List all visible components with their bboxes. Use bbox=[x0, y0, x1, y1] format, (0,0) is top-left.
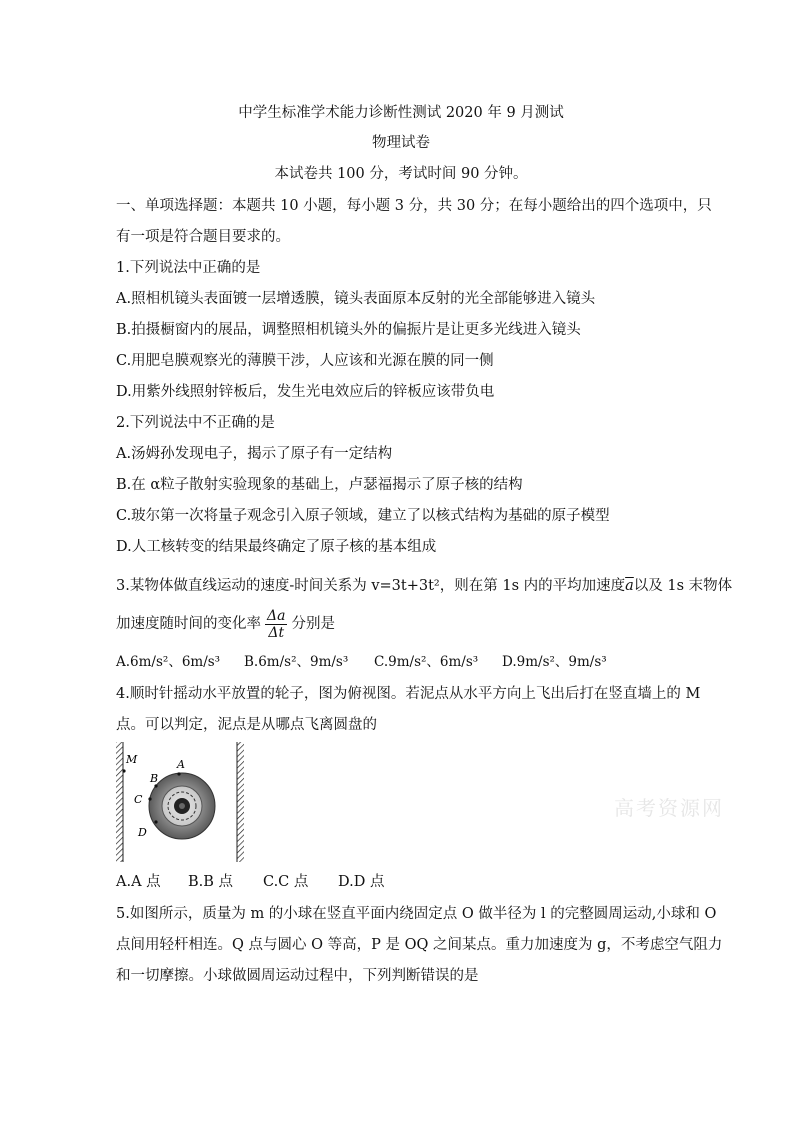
label-b: B bbox=[150, 772, 159, 785]
wheel-figure bbox=[112, 740, 252, 864]
right-wall bbox=[237, 742, 244, 862]
q3-option-b: B.6m/s²、9m/s³ bbox=[244, 654, 349, 670]
left-wall bbox=[116, 742, 123, 862]
label-m: M bbox=[126, 753, 138, 766]
q2-stem: 2.下列说法中不正确的是 bbox=[116, 415, 275, 431]
q1-option-b: B.拍摄橱窗内的展品，调整照相机镜头外的偏振片是让更多光线进入镜头 bbox=[116, 322, 581, 338]
point-a-dot bbox=[177, 772, 180, 775]
q3-option-d: D.9m/s²、9m/s³ bbox=[502, 654, 607, 670]
q5-stem-line2: 点间用轻杆相连。Q 点与圆心 O 等高，P 是 OQ 之间某点。重力加速度为 g，不考虑空气阻力 bbox=[116, 937, 723, 953]
section-intro-line1: 一、单项选择题：本题共 10 小题，每小题 3 分，共 30 分；在每小题给出的四个选项中，只 bbox=[116, 198, 712, 214]
q4-stem-line2: 点。可以判定，泥点是从哪点飞离圆盘的 bbox=[116, 717, 377, 733]
q3-option-a: A.6m/s²、6m/s³ bbox=[116, 654, 221, 670]
q3-fraction-denominator: Δt bbox=[268, 624, 285, 641]
q4-option-b: B.B 点 bbox=[188, 874, 234, 890]
label-a: A bbox=[177, 758, 185, 771]
q3-stem-line2 bbox=[116, 606, 686, 642]
q3-stem-part2: 以及 1s 末物体 bbox=[633, 578, 733, 594]
q4-option-c: C.C 点 bbox=[263, 874, 309, 890]
q5-stem-line1: 5.如图所示，质量为 m 的小球在竖直平面内绕固定点 O 做半径为 l 的完整圆周运动,小球和 O bbox=[116, 906, 717, 922]
wheel-axle bbox=[179, 803, 185, 809]
q2-option-a: A.汤姆孙发现电子，揭示了原子有一定结构 bbox=[116, 446, 393, 462]
q1-option-a: A.照相机镜头表面镀一层增透膜，镜头表面原本反射的光全部能够进入镜头 bbox=[116, 291, 596, 307]
q2-option-b: B.在 α粒子散射实验现象的基础上，卢瑟福揭示了原子核的结构 bbox=[116, 477, 523, 493]
exam-subject: 物理试卷 bbox=[372, 135, 430, 151]
exam-title: 中学生标准学术能力诊断性测试 2020 年 9 月测试 bbox=[238, 105, 564, 121]
q3-options bbox=[116, 652, 686, 672]
point-d-dot bbox=[154, 820, 157, 823]
q3-line2-part1: 加速度随时间的变化率 bbox=[116, 616, 261, 632]
q3-abar-symbol: $\overline{a}$ bbox=[625, 578, 634, 594]
q5-stem-line3: 和一切摩擦。小球做圆周运动过程中，下列判断错误的是 bbox=[116, 968, 479, 984]
q1-stem: 1.下列说法中正确的是 bbox=[116, 260, 261, 276]
q3-fraction bbox=[265, 608, 287, 641]
wheel-diagram bbox=[112, 740, 252, 864]
q4-stem-line1: 4.顺时针摇动水平放置的轮子，图为俯视图。若泥点从水平方向上飞出后打在竖直墙上的 M bbox=[116, 686, 701, 702]
q1-option-d: D.用紫外线照射锌板后，发生光电效应后的锌板应该带负电 bbox=[116, 384, 495, 400]
point-m-dot bbox=[122, 769, 125, 772]
q4-option-a: A.A 点 bbox=[116, 874, 161, 890]
q3-fraction-numerator: Δa bbox=[267, 607, 286, 624]
section-intro-line2: 有一项是符合题目要求的。 bbox=[116, 229, 290, 245]
q3-line2-part2: 分别是 bbox=[291, 616, 335, 632]
label-c: C bbox=[134, 793, 143, 806]
q4-options bbox=[116, 872, 686, 892]
q3-stem-line1 bbox=[116, 576, 733, 596]
point-c-dot bbox=[148, 797, 151, 800]
label-d: D bbox=[138, 826, 147, 839]
q1-option-c: C.用肥皂膜观察光的薄膜干涉，人应该和光源在膜的同一侧 bbox=[116, 353, 494, 369]
q2-option-d: D.人工核转变的结果最终确定了原子核的基本组成 bbox=[116, 539, 437, 555]
q3-stem-part1: 3.某物体做直线运动的速度-时间关系为 v=3t+3t²，则在第 1s 内的平均加速度 bbox=[116, 578, 626, 594]
exam-note: 本试卷共 100 分，考试时间 90 分钟。 bbox=[274, 166, 528, 182]
q2-option-c: C.玻尔第一次将量子观念引入原子领域，建立了以核式结构为基础的原子模型 bbox=[116, 508, 610, 524]
q3-option-c: C.9m/s²、6m/s³ bbox=[374, 654, 479, 670]
q4-option-d: D.D 点 bbox=[338, 874, 385, 890]
watermark: 高考资源网 bbox=[614, 796, 724, 820]
